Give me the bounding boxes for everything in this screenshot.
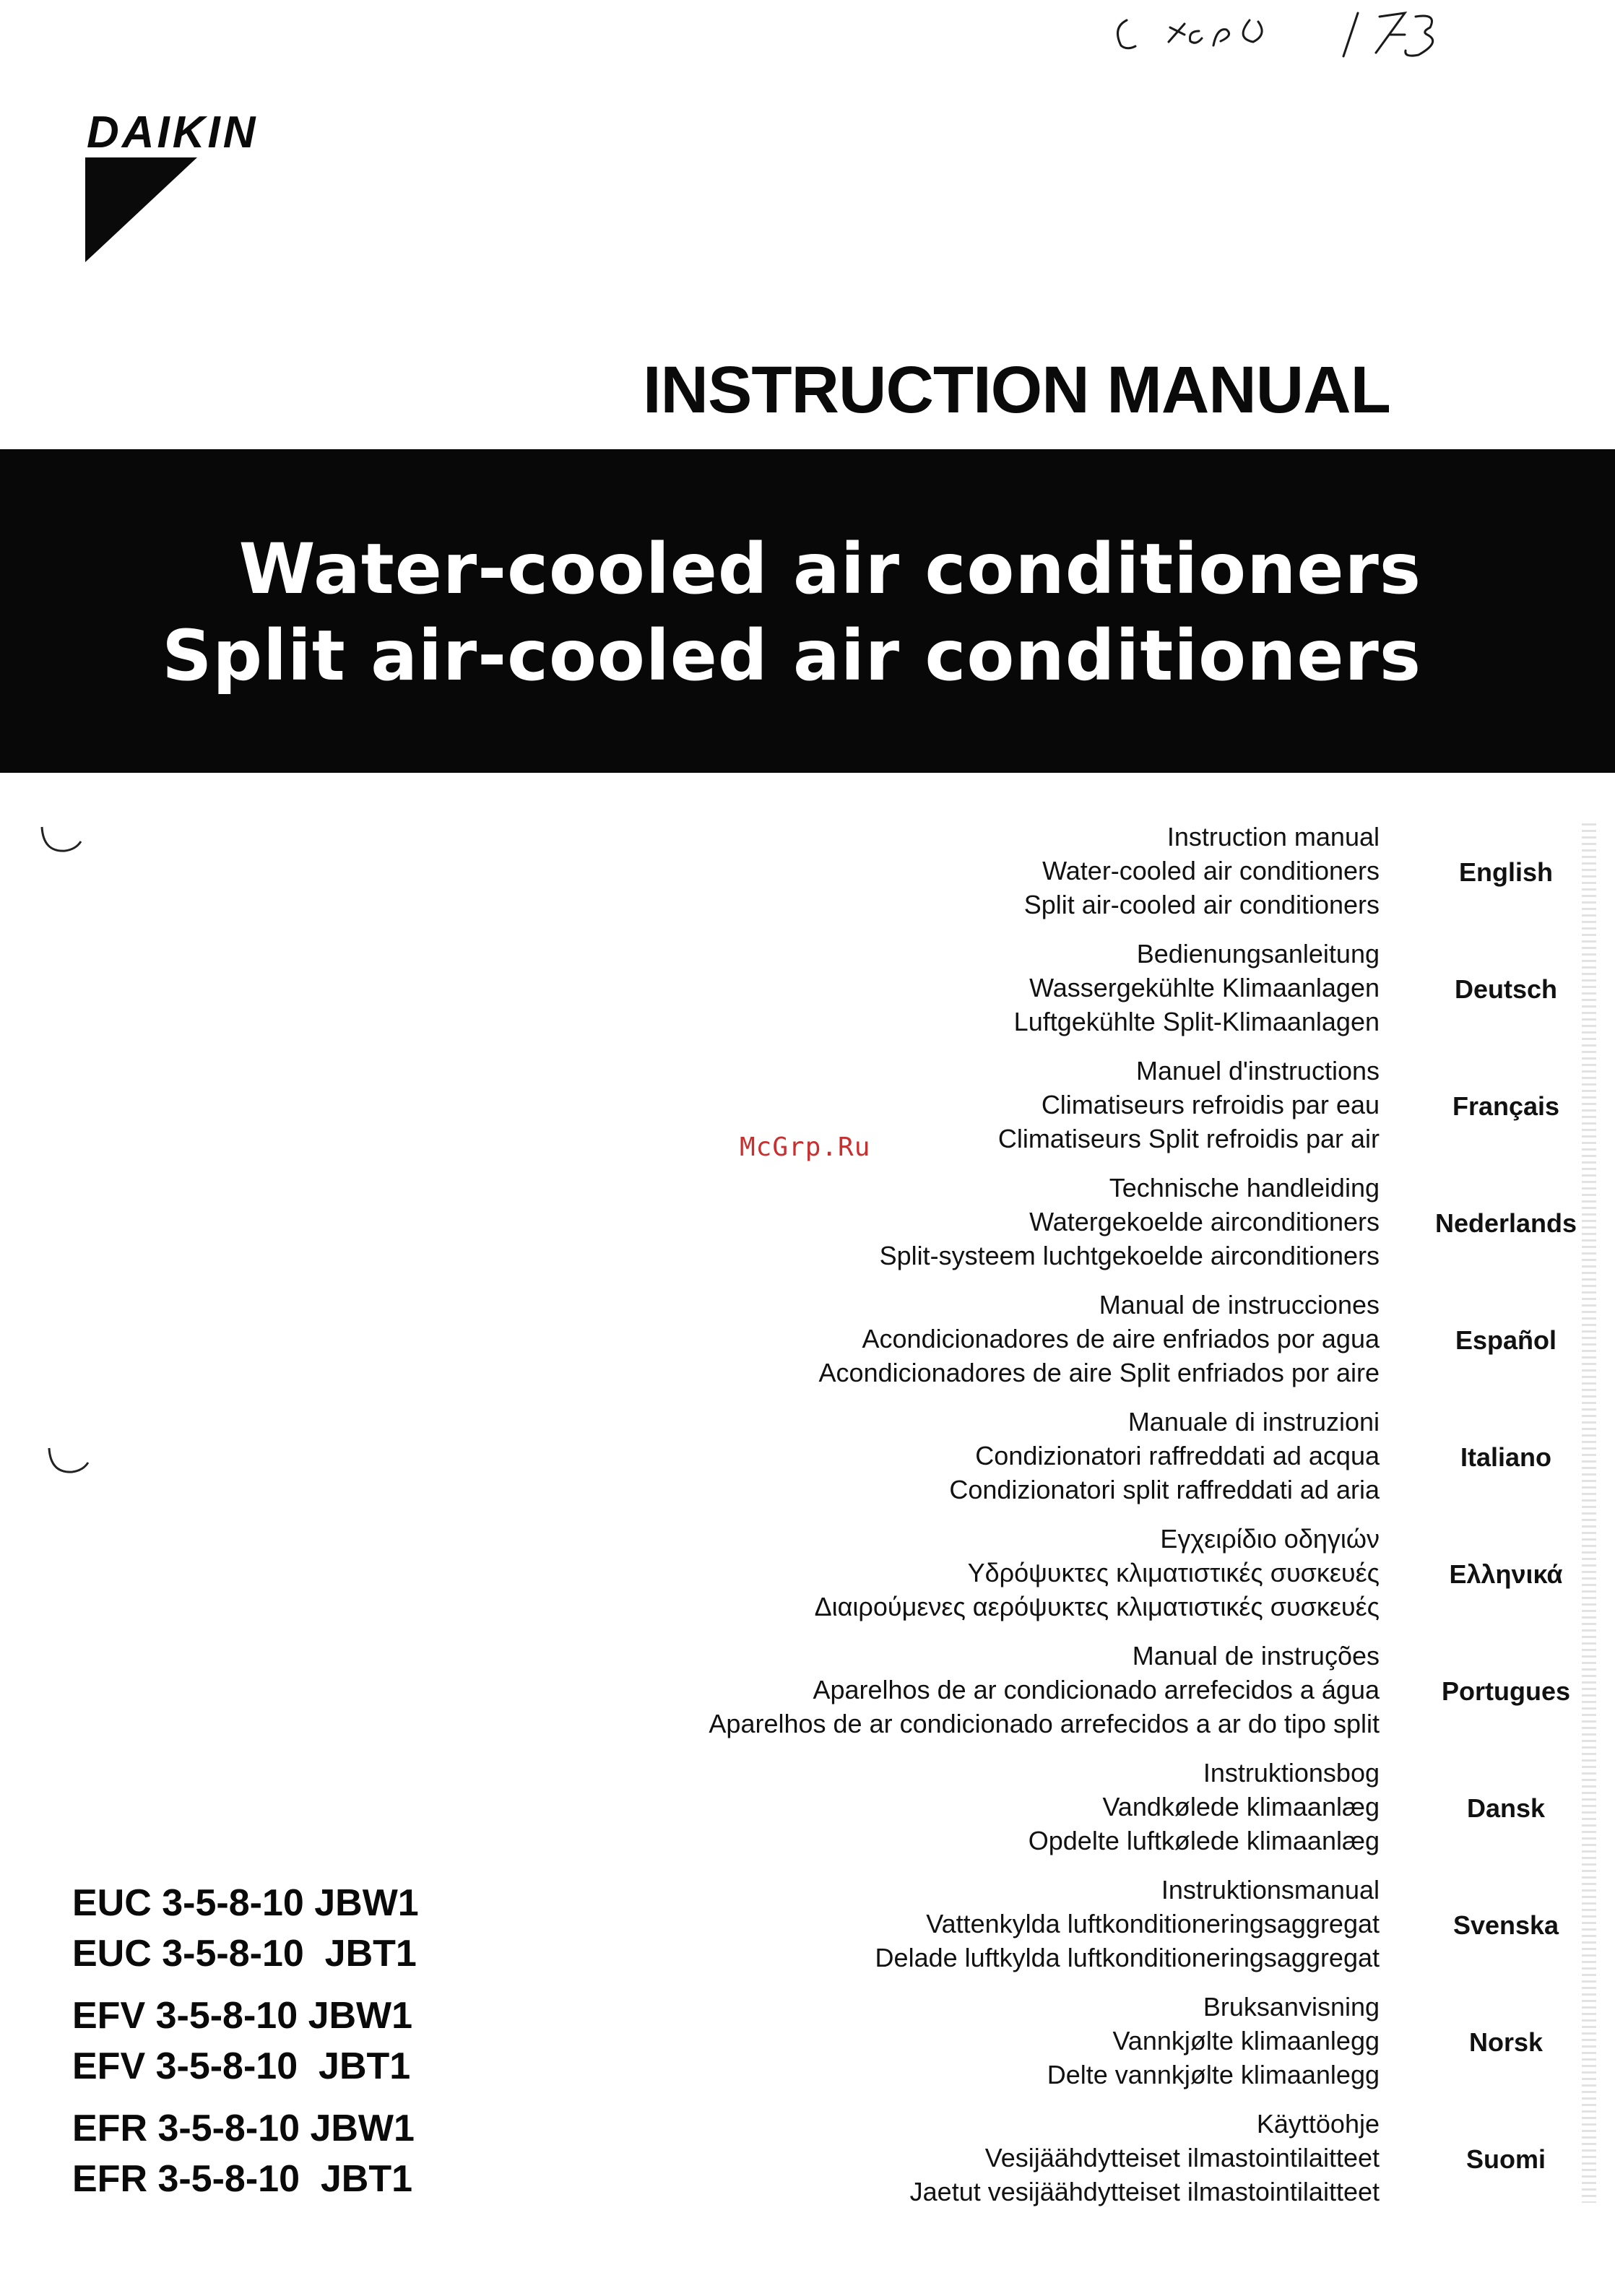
language-block-norsk [585,1990,1380,2092]
model-code: EFV 3-5-8-10 JBT1 [72,2045,411,2087]
language-line: Instruction manual [1166,822,1380,852]
language-line: Delade luftkylda luftkonditioneringsaggregat [875,1943,1380,1972]
handwritten-note [1105,6,1481,64]
language-line: Watergekoelde airconditioners [1029,1207,1380,1236]
language-line: Acondicionadores de aire Split enfriados por aire [818,1358,1380,1387]
language-line: Water-cooled air conditioners [1042,856,1380,885]
document-title: INSTRUCTION MANUAL [643,353,1390,427]
language-tab-norsk: Norsk [1468,2027,1543,2057]
language-tab-english: English [1458,857,1553,887]
language-tab-espanol: Español [1455,1325,1557,1355]
language-line: Käyttöohje [1256,2109,1380,2139]
language-block-italiano [585,1405,1380,1507]
language-line: Split-systeem luchtgekoelde airconditioners [879,1241,1380,1270]
page-edge-strip [1582,823,1596,2203]
language-tab-deutsch: Deutsch [1454,974,1558,1004]
language-block-greek [585,1522,1380,1624]
language-tab-dansk: Dansk [1466,1793,1546,1823]
language-tab-portugues: Portugues [1441,1676,1570,1706]
language-block-dansk [585,1756,1380,1858]
language-line: Vattenkylda luftkonditioneringsaggregat [926,1909,1380,1938]
title-banner [0,449,1615,773]
language-line: Διαιρούμενες αερόψυκτες κλιματιστικές συσκευές [814,1592,1380,1621]
language-tab-greek: Ελληνικά [1449,1559,1563,1589]
language-line: Manual de instruções [1132,1641,1380,1671]
language-line: Condizionatori split raffreddati ad aria [949,1475,1380,1504]
language-block-deutsch [585,937,1380,1039]
language-line: Acondicionadores de aire enfriados por agua [862,1324,1380,1353]
language-line: Luftgekühlte Split-Klimaanlagen [1013,1007,1380,1036]
language-line: Aparelhos de ar condicionado arrefecidos a ar do tipo split [709,1709,1380,1738]
language-block-espanol [585,1288,1380,1390]
model-code: EFV 3-5-8-10 JBW1 [72,1995,413,2037]
language-line: Climatiseurs refroidis par eau [1041,1090,1380,1119]
watermark: McGrp.Ru [740,1132,871,1162]
language-tab-suomi: Suomi [1465,2144,1546,2174]
language-block-suomi [585,2107,1380,2209]
model-code: EFR 3-5-8-10 JBT1 [72,2158,413,2200]
language-tab-francais: Français [1452,1091,1560,1121]
language-line: Wassergekühlte Klimaanlagen [1029,973,1380,1002]
language-line: Delte vannkjølte klimaanlegg [1047,2060,1380,2089]
language-tab-svenska: Svenska [1452,1910,1559,1940]
language-line: Bruksanvisning [1203,1992,1380,2022]
language-line: Manual de instrucciones [1099,1290,1380,1320]
binder-hole-mark [43,1444,94,1481]
language-tab-italiano: Italiano [1460,1442,1552,1472]
banner-line-1: Water-cooled air conditioners [238,529,1421,610]
language-line: Climatiseurs Split refroidis par air [997,1124,1380,1153]
language-block-nederlands [585,1171,1380,1273]
brand-logo-triangle-icon [85,157,201,266]
binder-hole-mark [36,823,87,859]
language-line: Jaetut vesijäähdytteiset ilmastointilaitteet [909,2177,1380,2206]
language-block-english [585,820,1380,922]
language-line: Opdelte luftkølede klimaanlæg [1028,1826,1380,1855]
model-code: EUC 3-5-8-10 JBT1 [72,1933,417,1975]
language-block-francais [585,1054,1380,1156]
language-line: Εγχειρίδιο οδηγιών [1160,1524,1380,1554]
language-line: Technische handleiding [1109,1173,1380,1203]
language-block-portugues [585,1639,1380,1741]
language-line: Vannkjølte klimaanlegg [1112,2026,1380,2055]
model-code: EUC 3-5-8-10 JBW1 [72,1882,419,1924]
language-line: Manuale di instruzioni [1127,1407,1380,1437]
model-list [72,1878,419,2204]
language-block-svenska [585,1873,1380,1975]
language-line: Instruktionsbog [1203,1758,1380,1788]
language-line: Vesijäähdytteiset ilmastointilaitteet [984,2143,1380,2172]
language-line: Vandkølede klimaanlæg [1102,1792,1380,1821]
language-line: Manuel d'instructions [1135,1056,1380,1086]
language-line: Instruktionsmanual [1161,1875,1380,1905]
language-line: Aparelhos de ar condicionado arrefecidos a água [813,1675,1380,1704]
language-line: Bedienungsanleitung [1136,939,1380,969]
language-line: Condizionatori raffreddati ad acqua [975,1441,1380,1470]
language-line: Υδρόψυκτες κλιματιστικές συσκευές [967,1558,1380,1587]
language-line: Split air-cooled air conditioners [1023,890,1380,919]
model-code: EFR 3-5-8-10 JBW1 [72,2107,415,2149]
brand-logo-wordmark: DAIKIN [87,108,259,157]
language-tab-nederlands: Nederlands [1434,1208,1577,1238]
banner-line-2: Split air-cooled air conditioners [162,615,1421,696]
